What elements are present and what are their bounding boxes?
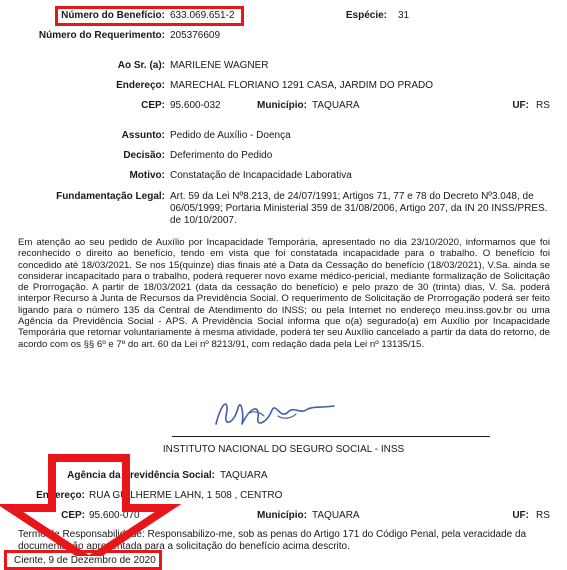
ciente-date: Ciente, 9 de Dezembro de 2020 (14, 555, 156, 566)
cep-label: CEP: (141, 100, 165, 111)
fundamentacao-label: Fundamentação Legal: (56, 191, 165, 202)
endereco-value: MARECHAL FLORIANO 1291 CASA, JARDIM DO PRADO (170, 80, 434, 91)
motivo-label: Motivo: (129, 170, 165, 181)
agencia-uf-value: RS (536, 510, 550, 521)
agencia-uf-label: UF: (512, 510, 529, 521)
especie-value: 31 (398, 10, 410, 21)
agencia-cep-label: CEP: (61, 510, 85, 521)
ao-value: MARILENE WAGNER (170, 60, 269, 71)
termo-line: Termo de Responsabilidade: Responsabilizo-me, sob as penas do Artigo 171 do Código Penal, pela veracidade da (18, 529, 527, 540)
cep-value: 95.600-032 (170, 100, 221, 111)
endereco-label: Endereço: (116, 80, 165, 91)
beneficio-value: 633.069.651-2 (170, 10, 235, 21)
instituto-name: INSTITUTO NACIONAL DO SEGURO SOCIAL - INSS (162, 444, 405, 455)
beneficio-highlight-box (55, 6, 244, 26)
fundamentacao-line: de 10/10/2007. (170, 215, 237, 226)
requerimento-value: 205376609 (170, 30, 221, 41)
fundamentacao-line: 06/05/1999; Portaria Ministerial 359 de 31/08/2006, Artigo 207, da IN 20 INSS/PRES. (170, 203, 548, 214)
fundamentacao-line: Art. 59 da Lei Nº8.213, de 24/07/1991; Artigos 71, 77 e 78 do Decreto Nº3.048, de (170, 191, 534, 202)
uf-value: RS (536, 100, 550, 111)
termo-line: documentação apresentada para a solicitação do benefício acima descrito. (18, 541, 350, 552)
agencia-endereco-label: Endereço: (36, 490, 85, 501)
ao-label: Ao Sr. (a): (117, 60, 165, 71)
agencia-municipio-value: TAQUARA (312, 510, 360, 521)
signature-scribble (208, 394, 348, 434)
agencia-endereco-value: RUA GUILHERME LAHN, 1 508 , CENTRO (89, 490, 283, 501)
decisao-value: Deferimento do Pedido (170, 150, 273, 161)
decision-paragraph: Em atenção ao seu pedido de Auxílio por Incapacidade Temporária, apresentado no dia 23/10/2020, informamos que foi reconhecido o direito ao benefício, tendo em vista que foi constatada incapacidade para o trabalho. O benefício foi concedido até 18/03/2021. Se nos 15(quinze) dias finais até a Data da Cessação do benefício (18/03/2021), V.Sa. ainda se considerar incapacitado para o trabalho, poderá requerer novo exame médico-pericial, mediante formalização de Solicitação de Prorrogação. A partir de 18/03/2021 (data da cessação do benefício) e pelo prazo de 30 (trinta) dias, V. Sa. poderá interpor Recurso à Junta de Recursos da Previdência Social. O requerimento de Solicitação de Prorrogação poderá ser feito ligando para o número 135 da Central de Atendimento do INSS; ou pela Internet no endereço meu.inss.gov.br ou uma Agência da Previdência Social - APS. A Previdência Social informa que o(a) segurado(a) em Auxílio por Incapacidade Temporária que retornar voluntariamente à mesma atividade, poderá ter seu Auxílio cancelado a partir da data do retorno, de acordo com os §§ 6º e 7º do art. 60 da Lei nº 8213/91, com redação dada pela Lei nº 13135/15. (18, 237, 550, 350)
agencia-municipio-label: Município: (257, 510, 307, 521)
beneficio-label: Número do Benefício: (61, 10, 165, 21)
uf-label: UF: (512, 100, 529, 111)
agencia-label: Agência da Previdência Social: (67, 470, 215, 481)
agencia-cep-value: 95.600-070 (89, 510, 140, 521)
municipio-label: Município: (257, 100, 307, 111)
signature-line (172, 436, 490, 437)
assunto-value: Pedido de Auxílio - Doença (170, 130, 291, 141)
especie-label: Espécie: (345, 10, 387, 21)
motivo-value: Constatação de Incapacidade Laborativa (170, 170, 352, 181)
agencia-value: TAQUARA (220, 470, 268, 481)
decisao-label: Decisão: (123, 150, 165, 161)
assunto-label: Assunto: (121, 130, 165, 141)
municipio-value: TAQUARA (312, 100, 360, 111)
requerimento-label: Número do Requerimento: (38, 30, 165, 41)
ciente-highlight-box (4, 550, 162, 570)
